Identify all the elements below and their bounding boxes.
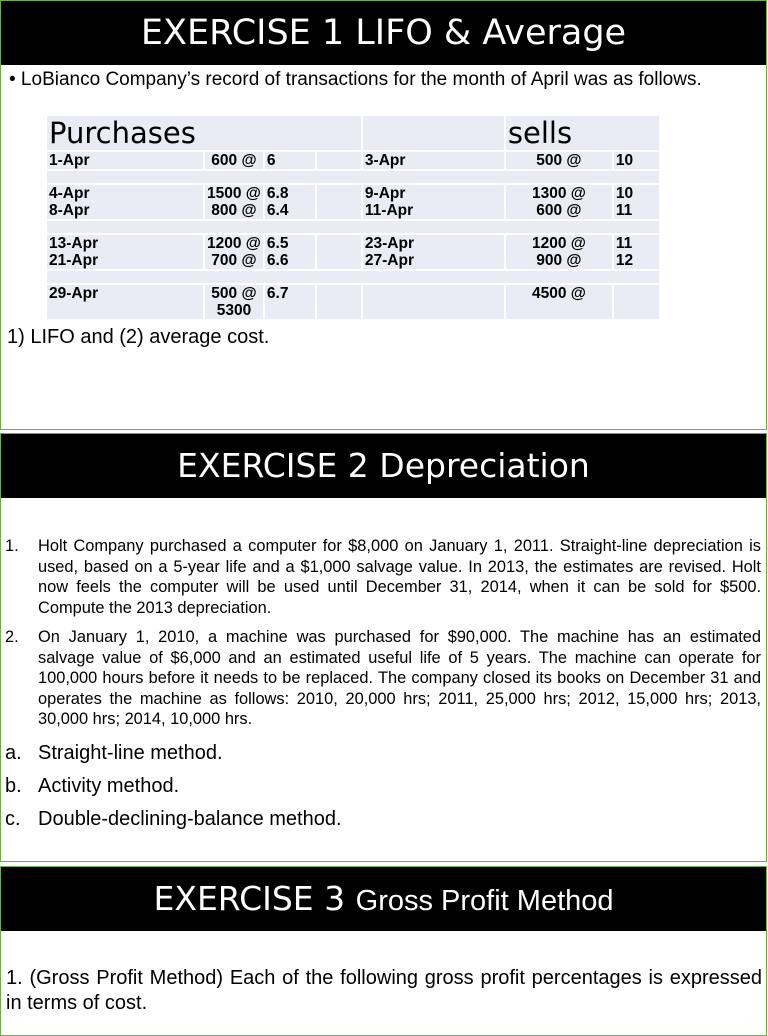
sale-price: 11 12 <box>613 234 660 270</box>
sale-price <box>613 284 660 320</box>
sale-qty: 1300 @ 600 @ <box>505 184 613 220</box>
purchase-date: 13-Apr 21-Apr <box>46 234 204 270</box>
exercise-1-question: 1) LIFO and (2) average cost. <box>7 326 270 348</box>
sale-date: 23-Apr 27-Apr <box>362 234 505 270</box>
exercise-2-title: EXERCISE 2 Depreciation <box>1 434 766 498</box>
purchases-total: 5300 <box>216 302 252 319</box>
problem-text: Holt Company purchased a computer for $8,000 on January 1, 2011. Straight-line depreciation is used, based on a 5-year life and a $1,000 salvage value. In 2013, the estimates are revised. Holt now feels the computer will be used until December 31, 2014, when it can be sold for $500. Compute the 2013 depreciation. <box>38 537 761 617</box>
problem-text: On January 1, 2010, a machine was purchased for $90,000. The machine has an estimated salvage value of $6,000 and an estimated useful life of 5 years. The machine can operate for 100,000 hours before it needs to be replaced. The company closed its books on December 31 and operates the machine as follows: 2010, 20,000 hrs; 2011, 25,000 hrs; 2012, 15,000 hrs; 2013, 30,000 hrs; 2014, 10,000 hrs. <box>38 628 761 728</box>
exercise-3-item: 1. (Gross Profit Method) Each of the following gross profit percentages is expressed in terms of cost. <box>6 967 763 1014</box>
sale-date: 3-Apr <box>362 151 505 170</box>
sale-price: 10 11 <box>613 184 660 220</box>
purchase-date: 4-Apr 8-Apr <box>46 184 204 220</box>
list-item: a. Straight-line method. <box>5 742 223 764</box>
list-item: 1. Holt Company purchased a computer for $8,000 on January 1, 2011. Straight-line depreciation is used, based on a 5-year life and a $1,000 salvage value. In 2013, the estimates are revised. Holt now feels the computer will be used until December 31, 2014, when it can be sold for $500. Compute the 2013 depreciation. <box>5 537 761 617</box>
transactions-table <box>45 114 661 321</box>
purchase-qty: 600 @ <box>204 151 264 170</box>
table-row <box>46 234 660 270</box>
list-item: b. Activity method. <box>5 775 180 797</box>
purchase-date: 1-Apr <box>46 151 204 170</box>
purchase-date: 29-Apr <box>46 284 204 320</box>
list-item: 2. On January 1, 2010, a machine was purchased for $90,000. The machine has an estimated salvage value of $6,000 and an estimated useful life of 5 years. The machine can operate for 100,000 hours before it needs to be replaced. The company closed its books on December 31 and operates the machine as follows: 2010, 20,000 hrs; 2011, 25,000 hrs; 2012, 15,000 hrs; 2013, 30,000 hrs; 2014, 10,000 hrs. <box>5 628 761 728</box>
purchases-header: Purchases <box>46 115 362 151</box>
sale-qty: 500 @ <box>505 151 613 170</box>
purchase-qty: 1500 @ 800 @ <box>204 184 264 220</box>
depreciation-problems <box>5 536 761 739</box>
purchase-qty: 1200 @ 700 @ <box>204 234 264 270</box>
purchase-price: 6.8 6.4 <box>264 184 316 220</box>
table-row <box>46 284 660 320</box>
sale-date: 9-Apr 11-Apr <box>362 184 505 220</box>
table-header-row <box>46 115 660 151</box>
exercise-1-intro: • LoBianco Company’s record of transactions for the month of April was as follows. <box>9 69 702 90</box>
sells-header: sells <box>505 115 660 151</box>
sale-qty: 4500 @ <box>505 284 613 320</box>
list-item: c. Double-declining-balance method. <box>5 808 342 830</box>
slide-exercise-1 <box>0 0 767 430</box>
sale-qty: 1200 @ 900 @ <box>505 234 613 270</box>
purchase-price: 6 <box>264 151 316 170</box>
exercise-1-title: EXERCISE 1 LIFO & Average <box>1 1 766 65</box>
depreciation-methods <box>5 737 342 836</box>
exercise-3-title: EXERCISE 3 Gross Profit Method <box>1 867 766 931</box>
table-row <box>46 151 660 170</box>
purchase-qty: 500 @ 5300 <box>204 284 264 320</box>
purchase-price: 6.7 <box>264 284 316 320</box>
table-row <box>46 184 660 220</box>
purchase-price: 6.5 6.6 <box>264 234 316 270</box>
sale-date <box>362 284 505 320</box>
sale-price: 10 <box>613 151 660 170</box>
